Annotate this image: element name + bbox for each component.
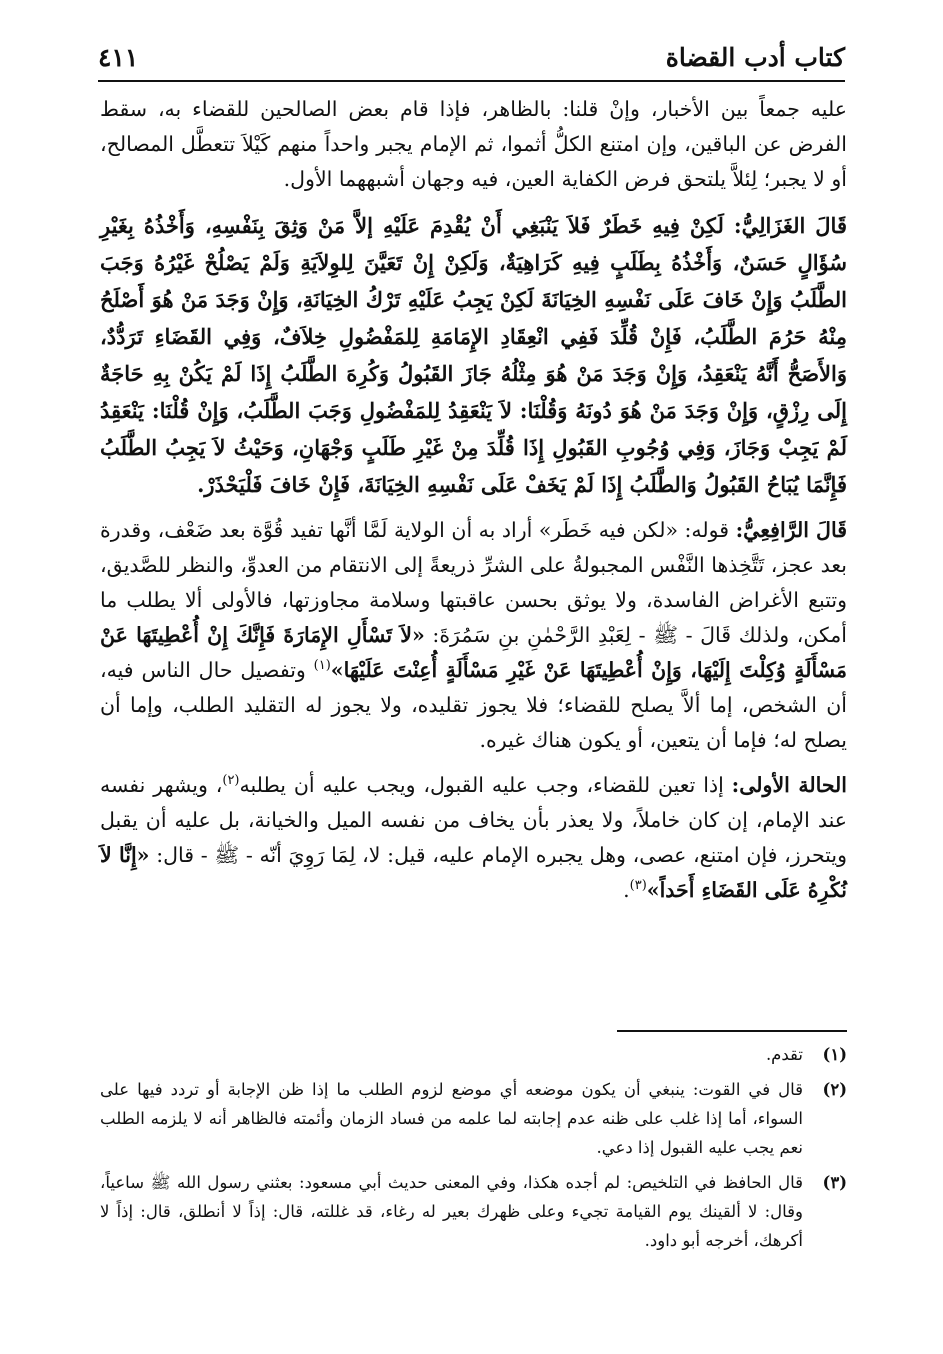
footnote-number: (٣) xyxy=(822,1173,847,1192)
footnote-number: (٢) xyxy=(822,1080,847,1099)
first-case-end: . xyxy=(623,878,630,902)
rafii-lead: قَالَ الرَّافِعِيُّ: xyxy=(735,518,847,542)
footnote-text: تقدم. xyxy=(765,1045,803,1064)
footnote-1 xyxy=(100,1040,847,1069)
first-case-lead: الحالة الأولى: xyxy=(731,773,847,797)
rafii-text-b: وتفصيل حال الناس فيه، أن الشخص، إما ألاَّ يصلح للقضاء؛ فلا يجوز تقليده، ولا يجوز له التقليد الطلب، وإما أن يصلح له؛ فإما أن يتعين، أو يكون هناك غيره. xyxy=(100,658,847,752)
hadith-quote-1: «لاَ تَسْأَلِ الإِمَارَةَ فَإِنَّكَ إِنْ أُعْطِيتَهَا عَنْ مَسْأَلَةٍ وُكِلْتَ إِلَيْهَا، وَإِنْ أُعْطِيتَهَا عَنْ غَيْرِ مَسْأَلَةٍ أُعِنْتَ عَلَيْهَا» xyxy=(100,623,847,682)
page-number: ٤١١ xyxy=(98,43,139,72)
first-case-text-a: إذا تعين للقضاء، وجب عليه القبول، ويجب عليه أن يطلبه xyxy=(239,773,732,797)
first-case-text-b: ، ويشهر نفسه عند الإمام، إن كان خاملاً، ولا يعذر بأن يخاف من نفسه الميل والخيانة، بل عليه أن يقبل ويتحرز، فإن امتنع، عصى، وهل يجبره الإمام عليه، قيل: لا، لِمَا رَوِيَ أنّه - ﷺ - قال: xyxy=(100,773,847,867)
footnote-ref-2[interactable]: (٢) xyxy=(222,773,240,789)
footnote-3 xyxy=(100,1168,847,1255)
footnote-ref-3[interactable]: (٣) xyxy=(629,878,647,894)
main-text xyxy=(100,92,847,918)
footnote-text: قال في القوت: ينبغي أن يكون موضعه أي موضع لزوم الطلب ما إذا ظن الإجابة أو تردد فيها على السواء، أما إذا غلب على ظنه عدم إجابته لما علمه من فساد الزمان وأئمته فالظاهر أنه لا يلزمه الطلب نعم يجب عليه القبول إذا دعي. xyxy=(100,1080,803,1157)
paragraph-1: عليه جمعاً بين الأخبار، وإنْ قلنا: بالظاهر، فإذا قام بعض الصالحين للقضاء به، سقط الفرض عن الباقين، وإن امتنع الكلُّ أثموا، ثم الإمام يجبر واحداً منهم كَيْلاَ تتعطَّل المصالح، أو لا يجبر؛ لِئلاَّ يلتحق فرض الكفاية العين، فيه وجهان أشبههما الأول. xyxy=(100,97,847,191)
page-header xyxy=(98,30,845,82)
footnote-number: (١) xyxy=(822,1045,847,1064)
footnote-ref-1[interactable]: (١) xyxy=(313,658,331,674)
paragraph-first-case xyxy=(100,768,847,908)
footnote-separator xyxy=(617,1030,847,1032)
hadith-quote-2: «إِنَّا لاَ نُكْرِهُ عَلَى القَضَاءِ أَحَداً» xyxy=(100,843,847,902)
paragraph-ghazali-matn: قَالَ الغَزَالِيُّ: لَكِنْ فِيهِ خَطَرٌ فَلاَ يَنْبَغِي أَنْ يُقْدِمَ عَلَيْهِ إلاَّ مَنْ وَثِقَ بِنَفْسِهِ، وَأَخْذُهُ بِغَيْرِ سُؤَالٍ حَسَنٌ، وَأَخْذُهُ بِطَلَبٍ فِيهِ كَرَاهِيَةٌ، وَلَكِنْ إِنْ تَعَيَّنَ لِلوِلاَيَةِ وَلَمْ يَصْلُحْ غَيْرُهُ وَجَبَ الطَّلَبُ وَإِنْ خَافَ عَلَى نَفْسِهِ الخِيَانَةَ لَكِنْ يَجِبُ عَلَيْهِ تَرْكُ الخِيَانَةِ، وَإِنْ وَجَدَ مَنْ هُوَ أَصْلَحُ مِنْهُ حَرُمَ الطَّلَبُ، فَإِنْ قُلِّدَ فَفِي انْعِقَادِ الإِمَامَةِ لِلمَفْضُولِ خِلاَفٌ، وَفِي القَضَاءِ تَرَدُّدٌ، وَالأَصَحُّ أَنَّهُ يَنْعَقِدُ، وَإِنْ وَجَدَ مَنْ هُوَ مِثْلُهُ جَازَ القَبُولُ وَكُرِهَ الطَّلَبُ إِذَا لَمْ يَكُنْ بِهِ حَاجَةٌ إِلَى رِزْقٍ، وَإِنْ وَجَدَ مَنْ هُوَ دُونَهُ وَقُلْنَا: لاَ يَنْعَقِدُ لِلمَفْضُولِ وَجَبَ الطَّلَبُ، وَإِنْ قُلْنَا: يَنْعَقِدُ لَمْ يَجِبْ وَجَازَ، وَفِي وُجُوبِ القَبُولِ إِذَا قُلِّدَ مِنْ غَيْرِ طَلَبٍ وَجْهَانِ، وَحَيْثُ لاَ يَجِبُ الطَّلَبُ فَإِنَّمَا يُبَاحُ القَبُولُ وَالطَّلَبُ إِذَا لَمْ يَخَفْ عَلَى نَفْسِهِ الخِيَانَةَ، فَإِنْ خَافَ فَلْيَحْذَرْ. xyxy=(100,213,847,497)
paragraph-rafii-commentary xyxy=(100,513,847,758)
footnote-2 xyxy=(100,1075,847,1162)
footnote-text: قال الحافظ في التلخيص: لم أجده هكذا، وفي المعنى حديث أبي مسعود: بعثني رسول الله ﷺ ساعياً، وقال: لا ألقينك يوم القيامة تجيء وعلى ظهرك بعير له رغاء، قد غللته، قال: إذاً لا أنطلق، قال: إذاً لا أكرهك، أخرجه أبو داود. xyxy=(100,1173,803,1250)
running-title: كتاب أدب القضاة xyxy=(665,43,845,72)
footnotes xyxy=(100,1040,847,1261)
rafii-text-a: قوله: «لكن فيه خَطَر» أراد به أن الولاية لَمَّا أنَّها تفيد قُوَّة بعد ضَعْف، وقدرة بعد عجز، تَتَّخِذها النَّفْس المجبولةُ على الشرِّ ذريعةً إلى الانتقام من العدوِّ، والنظر للصَّديق، وتتبع الأغراض الفاسدة، ولا يوثق بحسن عاقبتها وسلامة مجاوزتها، فالأولى ألا يطلب ما أمكن، ولذلك قَالَ - ﷺ - لِعَبْدِ الرَّحْمٰنِ بنِ سَمُرَةَ: xyxy=(100,518,847,647)
